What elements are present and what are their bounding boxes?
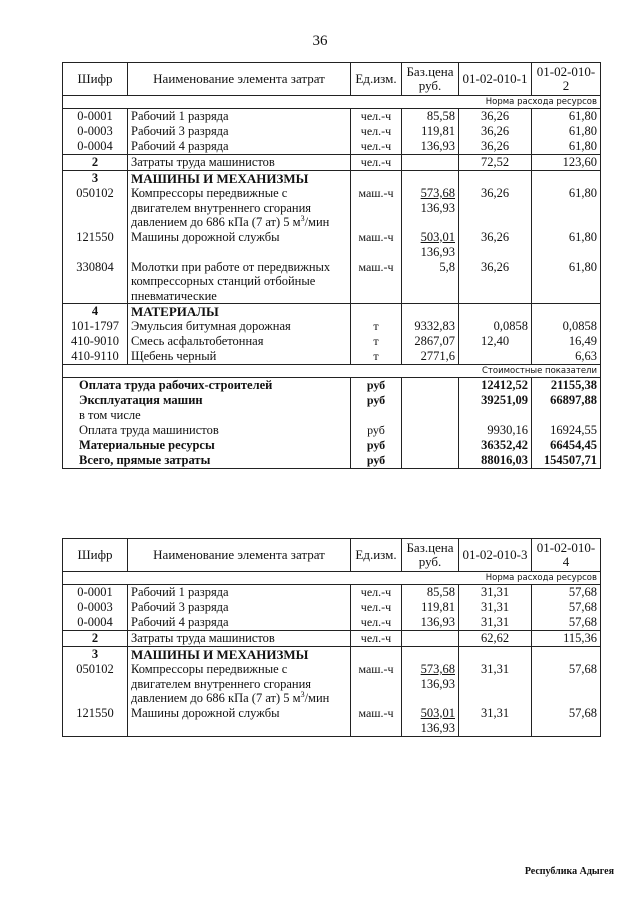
cost-a: 9930,16 (459, 423, 532, 438)
row-code: 410-9010 (63, 334, 128, 349)
section-row-materials (63, 304, 601, 320)
row-unit: маш.-ч (351, 260, 402, 304)
row-code: 0-0001 (63, 585, 128, 601)
cost-row (63, 393, 601, 408)
norma-row (63, 96, 601, 109)
table-row (63, 230, 601, 260)
cost-name: Эксплуатация машин (63, 393, 351, 408)
cost-unit: руб (351, 438, 402, 453)
table-row (63, 124, 601, 139)
cost-row (63, 408, 601, 423)
row-unit: чел.-ч (351, 631, 402, 647)
row-name: Машины дорожной службы (128, 230, 351, 260)
cost-label: Стоимостные показатели (63, 365, 601, 378)
row-price: 119,81 (402, 600, 459, 615)
row-b: 61,80 (532, 230, 601, 260)
cost-unit (351, 408, 402, 423)
row-name: Эмульсия битумная дорожная (128, 319, 351, 334)
row-price: 503,01 136,93 (402, 706, 459, 737)
row-name: Молотки при работе от передвижных компрессорных станций отбойные пневматические (128, 260, 351, 304)
header-code: Шифр (63, 539, 128, 572)
norma-label: Норма расхода ресурсов (63, 572, 601, 585)
row-price: 85,58 (402, 109, 459, 125)
cost-row-total (63, 453, 601, 469)
row-a (459, 349, 532, 365)
row-unit: чел.-ч (351, 585, 402, 601)
estimate-table-1 (62, 62, 601, 469)
header-col-b: 01-02-010-4 (532, 539, 601, 572)
cost-unit: руб (351, 378, 402, 394)
header-price: Баз.цена руб. (402, 539, 459, 572)
row-b: 61,80 (532, 124, 601, 139)
table-row (63, 585, 601, 601)
section-title: МАШИНЫ И МЕХАНИЗМЫ (128, 171, 351, 187)
row-unit: т (351, 334, 402, 349)
row-price: 503,01 136,93 (402, 230, 459, 260)
row-price: 5,8 (402, 260, 459, 304)
row-code: 050102 (63, 662, 128, 706)
row-unit: т (351, 319, 402, 334)
row-code: 101-1797 (63, 319, 128, 334)
cost-b: 66454,45 (532, 438, 601, 453)
row-b: 0,0858 (532, 319, 601, 334)
table-row (63, 139, 601, 155)
row-b: 61,80 (532, 109, 601, 125)
section-code: 4 (63, 304, 128, 320)
row-price: 119,81 (402, 124, 459, 139)
table-row (63, 600, 601, 615)
section-code: 3 (63, 647, 128, 663)
row-code: 0-0004 (63, 139, 128, 155)
row-name: Компрессоры передвижные с двигателем внутреннего сгорания давлением до 686 кПа (7 ат) 5 $м^3$/мин (128, 662, 351, 706)
row-code: 0-0004 (63, 615, 128, 631)
row-b: 115,36 (532, 631, 601, 647)
row-b: 57,68 (532, 585, 601, 601)
row-unit: чел.-ч (351, 124, 402, 139)
row-unit: чел.-ч (351, 600, 402, 615)
row-a: 12,40 (459, 334, 532, 349)
row-b: 16,49 (532, 334, 601, 349)
row-b: 57,68 (532, 662, 601, 706)
cost-name: в том числе (63, 408, 351, 423)
cost-name: Материальные ресурсы (63, 438, 351, 453)
row-a: 31,31 (459, 600, 532, 615)
section-row-machines (63, 647, 601, 663)
row-code: 2 (63, 631, 128, 647)
header-price: Баз.цена руб. (402, 63, 459, 96)
row-a: 31,31 (459, 585, 532, 601)
machinists-row (63, 631, 601, 647)
cost-b: 16924,55 (532, 423, 601, 438)
table-row (63, 109, 601, 125)
row-a: 62,62 (459, 631, 532, 647)
row-b: 57,68 (532, 600, 601, 615)
row-unit: маш.-ч (351, 662, 402, 706)
row-unit: чел.-ч (351, 155, 402, 171)
row-price (402, 155, 459, 171)
row-a: 36,26 (459, 230, 532, 260)
row-code: 121550 (63, 706, 128, 737)
row-b: 123,60 (532, 155, 601, 171)
row-price: 573,68 136,93 (402, 186, 459, 230)
row-a: 31,31 (459, 662, 532, 706)
cost-label-row (63, 365, 601, 378)
row-a: 31,31 (459, 615, 532, 631)
row-code: 330804 (63, 260, 128, 304)
norma-label: Норма расхода ресурсов (63, 96, 601, 109)
row-code: 410-9110 (63, 349, 128, 365)
row-name: Рабочий 4 разряда (128, 139, 351, 155)
cost-a: 88016,03 (459, 453, 532, 469)
row-code: 0-0001 (63, 109, 128, 125)
table-row (63, 349, 601, 365)
cost-name: Оплата труда машинистов (63, 423, 351, 438)
row-unit: чел.-ч (351, 615, 402, 631)
header-unit: Ед.изм. (351, 63, 402, 96)
row-a: 31,31 (459, 706, 532, 737)
header-row (63, 539, 601, 572)
row-b: 57,68 (532, 615, 601, 631)
norma-row (63, 572, 601, 585)
table-row (63, 706, 601, 737)
cost-name: Всего, прямые затраты (63, 453, 351, 469)
row-name: Компрессоры передвижные с двигателем внутреннего сгорания давлением до 686 кПа (7 ат) 5 $м^3$/мин (128, 186, 351, 230)
row-name: Щебень черный (128, 349, 351, 365)
cost-row (63, 378, 601, 394)
row-b: 6,63 (532, 349, 601, 365)
table-row (63, 186, 601, 230)
row-unit: маш.-ч (351, 706, 402, 737)
row-unit: маш.-ч (351, 186, 402, 230)
row-name: Машины дорожной службы (128, 706, 351, 737)
section-title: МАТЕРИАЛЫ (128, 304, 351, 320)
cost-b: 21155,38 (532, 378, 601, 394)
machinists-row (63, 155, 601, 171)
header-row (63, 63, 601, 96)
row-name: Смесь асфальтобетонная (128, 334, 351, 349)
row-price: 9332,83 (402, 319, 459, 334)
row-name: Рабочий 3 разряда (128, 600, 351, 615)
cost-name: Оплата труда рабочих-строителей (63, 378, 351, 394)
row-a: 0,0858 (459, 319, 532, 334)
row-b: 57,68 (532, 706, 601, 737)
row-unit: маш.-ч (351, 230, 402, 260)
header-name: Наименование элемента затрат (128, 63, 351, 96)
row-price (402, 631, 459, 647)
footer-region: Республика Адыгея (524, 866, 614, 877)
row-code: 121550 (63, 230, 128, 260)
row-a: 36,26 (459, 109, 532, 125)
page-number: 36 (312, 33, 328, 49)
row-a: 36,26 (459, 260, 532, 304)
table-row (63, 334, 601, 349)
row-a: 36,26 (459, 124, 532, 139)
header-col-a: 01-02-010-3 (459, 539, 532, 572)
cost-a (459, 408, 532, 423)
row-price: 136,93 (402, 139, 459, 155)
row-a: 72,52 (459, 155, 532, 171)
row-code: 0-0003 (63, 600, 128, 615)
row-code: 050102 (63, 186, 128, 230)
header-code: Шифр (63, 63, 128, 96)
row-price: 2867,07 (402, 334, 459, 349)
row-name: Рабочий 1 разряда (128, 585, 351, 601)
header-name: Наименование элемента затрат (128, 539, 351, 572)
cost-a: 12412,52 (459, 378, 532, 394)
table-row (63, 615, 601, 631)
row-price: 85,58 (402, 585, 459, 601)
section-title: МАШИНЫ И МЕХАНИЗМЫ (128, 647, 351, 663)
row-b: 61,80 (532, 186, 601, 230)
cost-row (63, 423, 601, 438)
row-code: 2 (63, 155, 128, 171)
row-b: 61,80 (532, 139, 601, 155)
row-name: Рабочий 4 разряда (128, 615, 351, 631)
row-name: Рабочий 3 разряда (128, 124, 351, 139)
row-unit: чел.-ч (351, 139, 402, 155)
cost-unit: руб (351, 453, 402, 469)
header-col-b: 01-02-010-2 (532, 63, 601, 96)
header-unit: Ед.изм. (351, 539, 402, 572)
row-price: 2771,6 (402, 349, 459, 365)
cost-a: 39251,09 (459, 393, 532, 408)
header-col-a: 01-02-010-1 (459, 63, 532, 96)
row-unit: т (351, 349, 402, 365)
cost-a: 36352,42 (459, 438, 532, 453)
table-row (63, 260, 601, 304)
row-price: 573,68 136,93 (402, 662, 459, 706)
table-row (63, 319, 601, 334)
cost-b: 66897,88 (532, 393, 601, 408)
row-unit: чел.-ч (351, 109, 402, 125)
section-row-machines (63, 171, 601, 187)
cost-b: 154507,71 (532, 453, 601, 469)
row-price: 136,93 (402, 615, 459, 631)
cost-unit: руб (351, 423, 402, 438)
row-a: 36,26 (459, 139, 532, 155)
row-name: Затраты труда машинистов (128, 631, 351, 647)
cost-unit: руб (351, 393, 402, 408)
row-a: 36,26 (459, 186, 532, 230)
section-code: 3 (63, 171, 128, 187)
row-name: Затраты труда машинистов (128, 155, 351, 171)
estimate-table-2 (62, 538, 601, 737)
row-name: Рабочий 1 разряда (128, 109, 351, 125)
row-code: 0-0003 (63, 124, 128, 139)
row-b: 61,80 (532, 260, 601, 304)
cost-b (532, 408, 601, 423)
table-row (63, 662, 601, 706)
cost-row (63, 438, 601, 453)
